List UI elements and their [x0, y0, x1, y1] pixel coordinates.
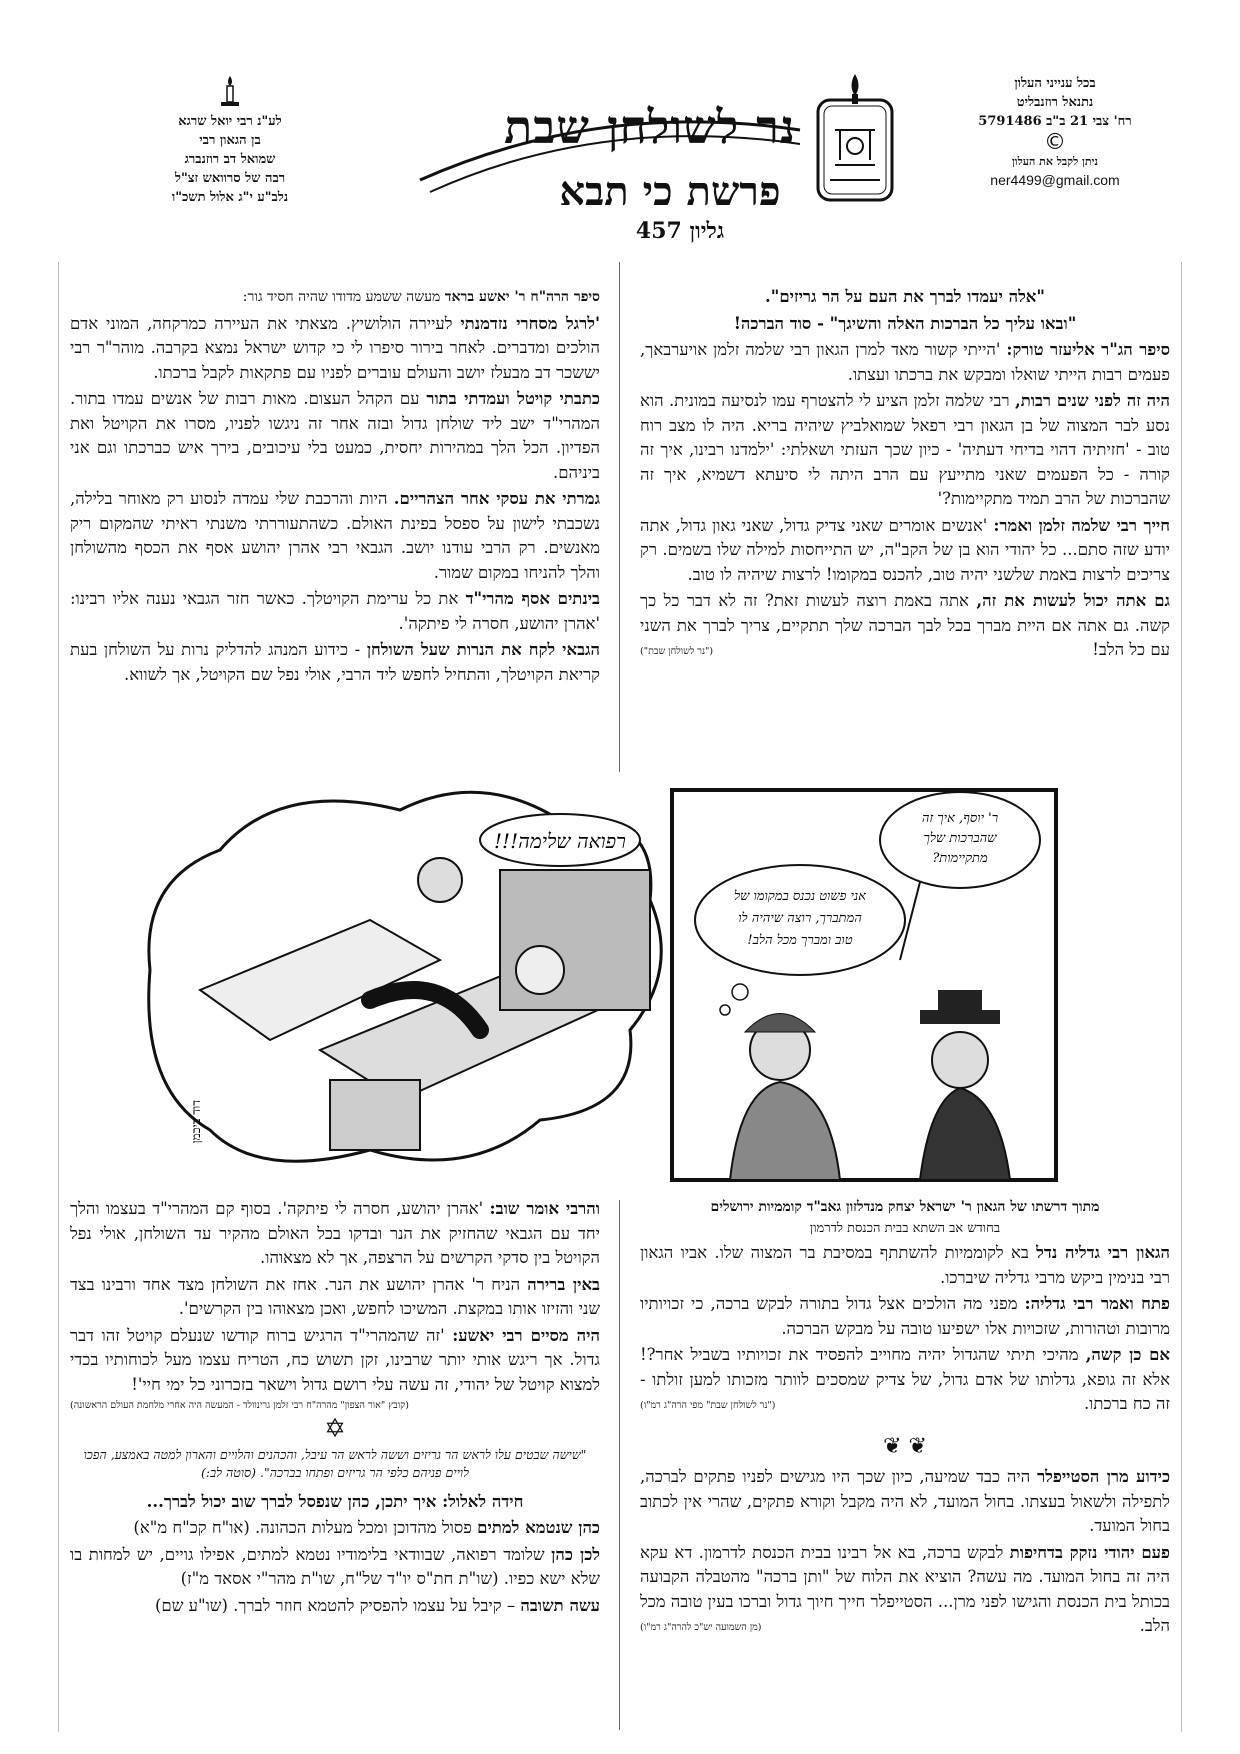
- bubble-healing-text: רפואה שלימה!!!: [494, 829, 626, 853]
- para-text: מעשה ששמע מדודו שהיה חסיד גור:: [242, 289, 445, 305]
- masthead: [40, 60, 1200, 260]
- lead-bold: באין ברירה: [527, 1274, 600, 1294]
- article-b-para-5: [70, 638, 600, 687]
- para-text: 'הייתי קשור מאד למרן הגאון רבי שלמה זלמן אויערבאך, פעמים רבות הייתי שואלו ומבקש את ברכתו ועצתו.: [640, 340, 1170, 384]
- column-divider-bottom: [619, 1200, 620, 1730]
- para-text: 'אהרן יהושע, חסרה לי פיתקה'. בסוף קם המהרי"ד בעצמו והלך יחד עם הגבאי שהחזיק את הנר ובדקו בכל האולם מהקיר עד השולחן, אולי נפל הקויטל בין סדקי הקרשים על הרצפה, אך לא מצאוהו.: [70, 1199, 600, 1267]
- memorial-block: [130, 74, 330, 207]
- article-c-intro: מתוך דרשתו של הגאון ר' ישראל יצחק מנדלזון גאב"ד קוממיות ירושלים: [710, 1199, 1100, 1215]
- contact-line-2: נתנאל רוזנבליט: [1016, 95, 1094, 110]
- lead-bold: 'לרגל מסחרי נזדמנתי: [460, 313, 600, 333]
- lead-bold: סיפר הרה"ח ר' יאשע בראד: [444, 289, 600, 305]
- riddle-line-2: [70, 1543, 600, 1592]
- parsha-title: פרשת כי תבא: [559, 168, 781, 215]
- article-a-para-1: [640, 338, 1170, 387]
- lead-bold: היה זה לפני שנים רבות,: [1014, 391, 1170, 410]
- lead-bold: פעם יהודי נזקק בדחיפות: [1009, 1542, 1170, 1562]
- para-text: – קיבל על עצמו להפסיק להטמא חוזר לברך. (שו"ע שם): [155, 1595, 521, 1615]
- source-citation: ("נר לשולחן שבת" מפי הרה"ג רמ"ו): [640, 1400, 776, 1411]
- copyright-icon: ©: [1044, 130, 1066, 155]
- lead-bold: לכן כהן: [551, 1544, 600, 1564]
- riddle-line-1: [70, 1516, 600, 1541]
- article-kvitel-story-continued: [70, 1197, 600, 1620]
- article-d-para-2: [70, 1273, 600, 1322]
- article-a-para-2: [640, 389, 1170, 512]
- contact-block: [960, 74, 1150, 190]
- article-a-heading-1: "אלה יעמדו לברך את העם על הר גריזים".: [765, 287, 1045, 306]
- article-a-para-4: [640, 589, 1170, 663]
- article-c-intro-2: בחודש אב השתא בבית הכנסת לדרמון: [809, 1221, 1001, 1236]
- bubble-answer-line2: המתברך, רוצה שיהיה לו: [738, 911, 862, 926]
- lead-bold: כתבתי קויטל ועמדתי בתור: [426, 389, 600, 408]
- article-c-para-4: [640, 1465, 1170, 1539]
- issue-number: גליון 457: [635, 218, 725, 244]
- para-text: היות והרכבת שלי עמדה לנסוע רק מאוחר בלילה, נשכבתי לישון על ספסל בפינת האולם. כשהתעוררתי משנתי ראיתי שהמקום ריק מאנשים. רק הרבי עודנו יושב. הגבאי רבי אהרן יהושע אסף את הכסף מהשולחן והלך להניחו במקום שמור.: [70, 489, 600, 582]
- memorial-line-4: רבה של סרוואש זצ"ל: [174, 171, 286, 186]
- lead-bold: בינתים אסף מהרי"ד: [465, 589, 600, 608]
- email-link[interactable]: ner4499@gmail.com: [990, 172, 1120, 188]
- para-text: פסול מהדוכן ומכל מעלות הכהונה. (או"ח קכ"ח מ"א): [133, 1518, 478, 1537]
- riddle-title: חידה לאלול: איך יתכן, כהן שנפסל לברך שוב יכול לברך...: [146, 1491, 524, 1511]
- article-b-para-2: [70, 387, 600, 485]
- para-text: אתה באמת רוצה לעשות זאת? זה לא דבר כל כך קשה. גם אתה אם היית מברך בכל לבך הברכה שלך תתקיים, צריך לברך את השני עם כל הלב!: [640, 591, 1170, 659]
- bubble-question-line1: ר' יוסף, איך זה: [921, 811, 999, 826]
- lead-bold: אם כן קשה,: [1085, 1345, 1170, 1364]
- article-b-para-3: [70, 487, 600, 585]
- newsletter-title: נר לשולחן שבת: [504, 100, 796, 154]
- lead-bold: כהן שנטמא למתים: [477, 1518, 600, 1537]
- article-b-para-1: [70, 312, 600, 386]
- ornament-divider-icon: ❦ ❦: [883, 1433, 927, 1459]
- memorial-line-1: לע"נ רבי יואל שרגא: [178, 114, 282, 129]
- para-text: הניח ר' אהרן יהושע את הנר. אחז את השולחן מצד אחד ורבינו בצד שני והזיזו אותו במקצת. המשיכו לחפש, ואכן מצאוהו בין הקרשים'.: [70, 1274, 600, 1318]
- article-d-para-1: [70, 1197, 600, 1271]
- right-margin-rule: [1181, 262, 1182, 1732]
- article-c-para-1: [640, 1241, 1170, 1290]
- star-of-david-icon: ✡: [324, 1414, 346, 1444]
- article-a-heading-2: "ובאו עליך כל הברכות האלה והשיגך" - סוד הברכה!: [733, 313, 1077, 333]
- lead-bold: גמרתי את עסקי אחר הצהריים.: [393, 489, 601, 508]
- para-text: את כל ערימת הקויטלך. כאשר חזר הגבאי נענה אליו רבינו: 'אהרן יהושע, חסרה לי פיתקה'.: [70, 589, 600, 633]
- contact-line-3: רח' צבי 21 ב"ב 5791486: [978, 114, 1132, 129]
- lamp-emblem-icon: [810, 70, 900, 210]
- article-power-of-blessing: [640, 1197, 1170, 1641]
- memorial-line-2: בן הגאון רבי: [199, 133, 261, 148]
- lead-bold: הגבאי לקח את הנרות שעל השולחן: [366, 640, 600, 659]
- lead-bold: חייך רבי שלמה זלמן ואמר:: [993, 515, 1170, 535]
- article-kvitel-story: [70, 285, 600, 689]
- para-text: מפני מה הולכים אצל גדול בתורה לבקש ברכה, כי זכויותיו מרובות וטהורות, שזכויות אלו ישפיעו טובה על מבקש הברכה.: [640, 1294, 1170, 1338]
- article-c-para-3: [640, 1343, 1170, 1417]
- lead-bold: פתח ואמר רבי גדליה:: [1024, 1294, 1170, 1313]
- source-citation: (קובץ "אור הצפון" מהרה"ח רבי זלמן גרינוולד - המעשה היה אחרי מלחמת העולם הראשונה): [70, 1400, 409, 1411]
- lead-bold: והרבי אומר שוב:: [489, 1199, 601, 1218]
- article-blessing-secret: [640, 285, 1170, 665]
- memorial-line-3: שמואל דב רוזנברג: [184, 152, 276, 167]
- column-divider-top: [619, 262, 620, 772]
- bubble-question-line2: שהברכות שלך: [923, 831, 997, 846]
- article-c-para-2: [640, 1292, 1170, 1341]
- para-text: רבי שלמה זלמן הציע לי להצטרף עמו לנסיעה במונית. הוא נסע לבר המצוה של בן הגאון רבי רפאל שמואלביץ שיהיה בריא. היה לו מצב רוח טוב - 'חזיתיה דהוי בדיחי דעתיה' - כיון שכך העזתי ושאלתי: 'ילמדנו רבינו, איך זה קורה - כל הפעמים שאני מתייעץ עם הרב היתה לי סיעתא דשמיא, איך זה שהברכות של הרב תמיד מתקיימות?': [640, 391, 1170, 508]
- lead-bold: גם אתה יכול לעשות את זה,: [976, 591, 1170, 610]
- bubble-answer-line1: אני פשוט נכנס במקומו של: [734, 889, 866, 904]
- para-text: עם הקהל העצום. מאות רבות של אנשים עמדו בתור. המהרי"ד ישב ליד שולחן גדול ובזה אחר זה ניגשו לפניו, מסרו את הקויטל ואת הפדיון. הכל הלך במהירות יחסית, כמעט בלי עיכובים, בירך איש כברכתו וגם אני ביניהם.: [70, 389, 600, 482]
- para-text: לבקש ברכה, בא אל רבינו בבית הכנסת לדרמון. דא עקא היה זה בחול המועד. מה עשה? הוציא את הלוח של "ותן ברכה" מהטבלה הקבועה בכותל בית הכנסת והגישו לפני מרן... הסטייפלר חייך חיוך גדול וברכו בעין טובה מכל הלב.: [640, 1542, 1170, 1635]
- subscribe-text: ניתן לקבל את העלון: [1011, 155, 1099, 168]
- artist-signature: דוד ביכמן: [189, 1100, 203, 1144]
- para-text: - כידוע המנהג להדליק נרות על השולחן בעת קריאת הקויטלך, והתחיל לחפש ליד הרבי, אולי נפל שם הקויטל, אך לשווא.: [70, 640, 600, 684]
- lead-bold: היה מסיים רבי יאשע:: [452, 1325, 600, 1345]
- article-c-para-5: [640, 1541, 1170, 1639]
- article-d-para-3: [70, 1324, 600, 1398]
- para-text: היה כבד שמיעה, כיון שכך היו מגישים לפניו פתקים לברכה, לתפילה ולשאול בעצתו. בחול המועד, לא היה מקבל וקורא פתקים, שהרי אין לכתוב בחול המועד.: [640, 1467, 1170, 1535]
- bubble-answer-line3: טוב ומברך מכל הלב!: [747, 933, 853, 948]
- bubble-question-line3: מתקיימות?: [932, 851, 988, 866]
- article-b-intro: [70, 285, 600, 310]
- lead-bold: סיפר הג"ר אליעזר טורק:: [1006, 340, 1170, 359]
- riddle-line-3: [70, 1594, 600, 1619]
- source-citation: ("נר לשולחן שבת"): [640, 646, 714, 657]
- para-text: 'זה שהמהרי"ד הרגיש ברוח קודשו שנעלם קויטל זהו דבר גדול. אך ריגש אותי יותר שרבינו, זקן תשוש כח, הטריח עצמו מעל לכוחותיו בכדי למצוא קויטל של יהודי, זה עשה עלי רושם גדול וישאר בזכרוני כל ימי חיי'!: [70, 1325, 600, 1394]
- para-text: שלומד רפואה, שבוודאי בלימודיו נטמא למתים, אפילו גויים, יש למחות בו שלא ישא כפיו. (שו"ת חת"ס יו"ד של"ח, שו"ת מהר"י אסאד מ"ז): [70, 1544, 600, 1588]
- lead-bold: הגאון רבי גדליה נדל: [1036, 1243, 1170, 1262]
- verse-quote: "שישה שבטים עלו לראש הר גריזים וששה לראש הר עיבל, והכהנים והלויים והארון למטה באמצע, הפכו לויים פניהם כלפי הר גריזים ופתחו בברכה". (סוטה לב:): [83, 1446, 587, 1480]
- comic-illustration: [140, 770, 1100, 1190]
- para-text: בא לקוממיות להשתתף במסיבת בר המצוה שלו. אביו הגאון רבי בנימין ביקש מרבי גדליה שיברכו.: [640, 1243, 1170, 1287]
- para-text: 'אנשים אומרים שאני צדיק גדול, שאני גאון גדול, אתה יודע שזה סתם... כל יהודי הוא בן של הקב"ה, יש התייחסות למילה שלו בשמים. רק צריכים לרצות באמת שלשני יהיה טוב, להכנס במקומו! לרצות שיהיה לו טוב.: [640, 515, 1170, 584]
- article-a-para-3: [640, 514, 1170, 588]
- lead-bold: עשה תשובה: [520, 1595, 600, 1615]
- title-block: [400, 60, 920, 260]
- para-text: מהיכי תיתי שהגדול יהיה מחוייב להפסיד את זכויותיו בשביל אחר?! אלא זה גופא, גדלותו של אדם גדול, של צדיק שמסכים לוותר מזכותו למען זולתו - זה כח ברכתו.: [640, 1345, 1170, 1413]
- lead-bold: כידוע מרן הסטייפלר: [1037, 1467, 1171, 1486]
- para-text: לעיירה הולושיץ. מצאתי את העיירה כמרקחה, המוני אדם הולכים ומדברים. לאחר בירור סיפרו לי כי קדוש ישראל נמצא בקרבה. מוהר"ר רבי יששכר דב מבעלז יושב והעולם עוברים לפניו עם פתקאות לקבל ברכתו.: [70, 313, 600, 382]
- left-margin-rule: [58, 262, 59, 1732]
- memorial-line-5: נלב"ע י"ג אלול תשכ"ו: [171, 190, 289, 205]
- candle-icon: [218, 74, 242, 108]
- article-b-para-4: [70, 587, 600, 636]
- contact-line-1: בכל ענייני העלון: [1014, 76, 1096, 91]
- source-citation: (מן השמועה יש"כ להרה"ג רמ"ו): [640, 1622, 762, 1633]
